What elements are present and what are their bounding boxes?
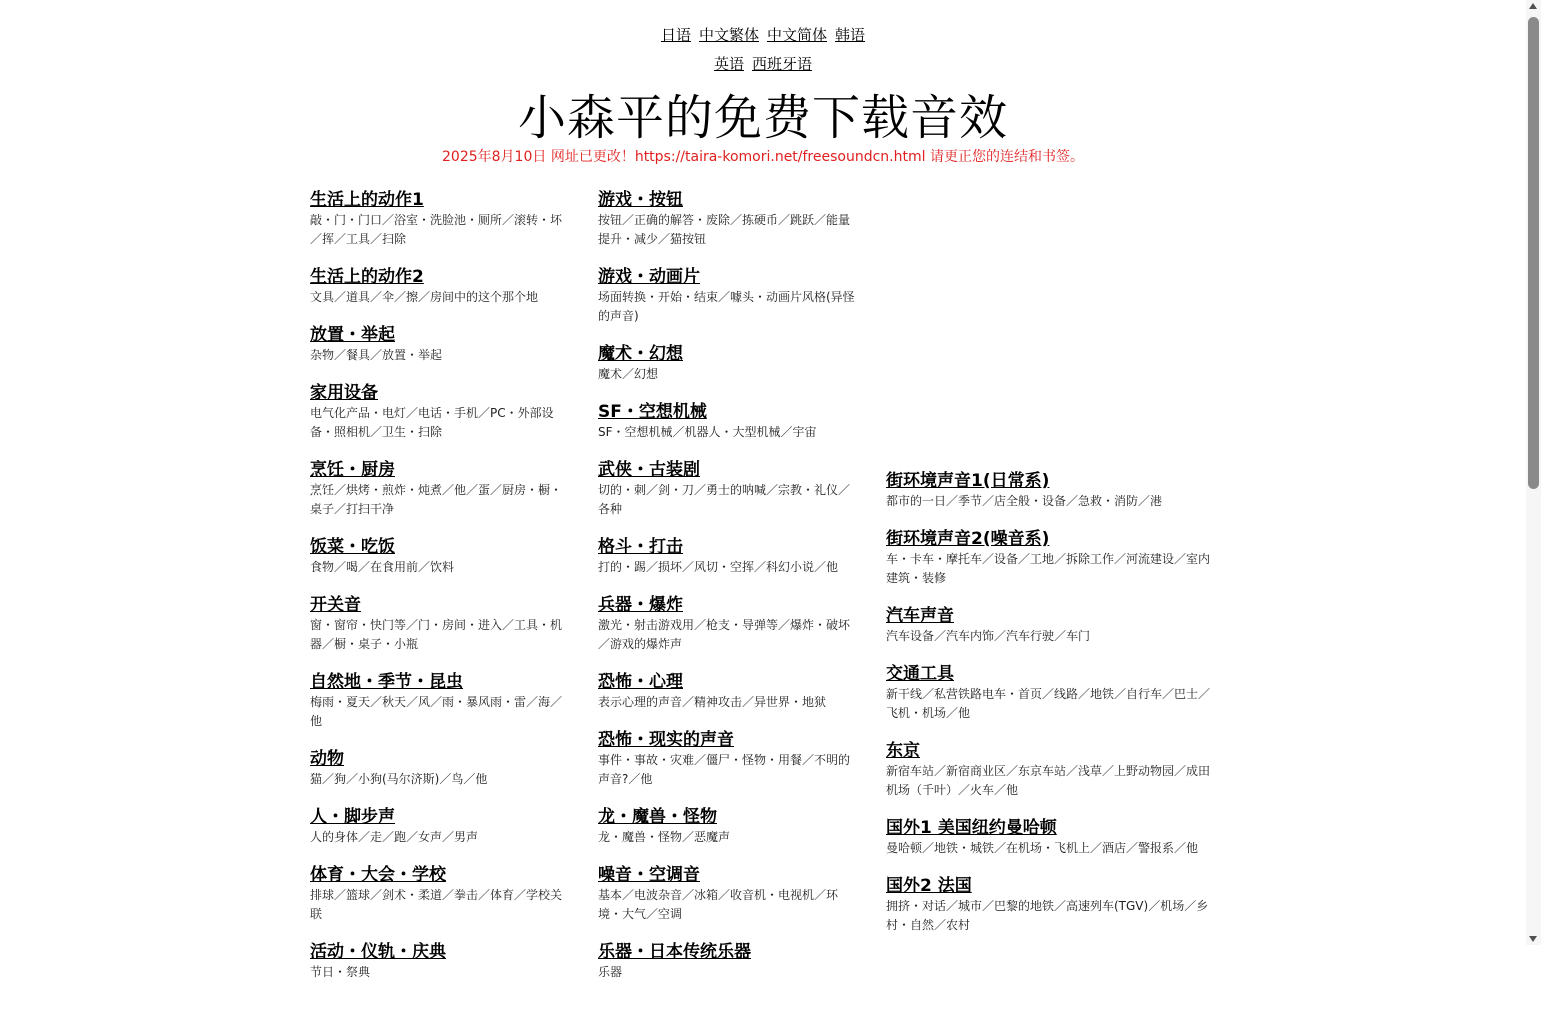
category-item: [598, 671, 856, 710]
category-description: 排球／篮球／剑术・柔道／拳击／体育／学校关联: [310, 888, 563, 921]
category-description: 食物／喝／在食用前／饮料: [310, 560, 455, 574]
category-link[interactable]: 体育・大会・学校: [310, 865, 446, 885]
category-link[interactable]: 活动・仪轨・庆典: [310, 942, 446, 962]
vertical-scrollbar[interactable]: [1526, 0, 1541, 945]
category-item: [310, 671, 568, 729]
scroll-up-arrow-icon[interactable]: [1529, 3, 1537, 9]
category-item: [310, 536, 568, 575]
lang-link-spanish[interactable]: 西班牙语: [752, 55, 813, 73]
category-column-2: [598, 189, 856, 1018]
category-description: 敲・门・门口／浴室・洗脸池・厕所／滚转・坏／挥／工具／扫除: [310, 213, 563, 246]
category-link[interactable]: 游戏・按钮: [598, 190, 683, 210]
category-item: [886, 663, 1216, 721]
category-description: 汽车设备／汽车内饰／汽车行驶／车门: [886, 629, 1091, 643]
category-column-3: [886, 470, 1216, 952]
category-link[interactable]: 街环境声音1(日常系): [886, 471, 1050, 491]
category-link[interactable]: 人・脚步声: [310, 807, 395, 827]
category-description: 激光・射击游戏用／枪支・导弹等／爆炸・破坏／游戏的爆炸声: [598, 618, 851, 651]
category-description: 猫／狗／小狗(马尔济斯)／鸟／他: [310, 772, 488, 786]
category-item: [310, 189, 568, 247]
category-item: [598, 729, 856, 787]
category-description: 窗・窗帘・快门等／门・房间・进入／工具・机器／橱・桌子・小瓶: [310, 618, 563, 651]
lang-link-english[interactable]: 英语: [713, 55, 744, 73]
category-item: [310, 324, 568, 363]
category-link[interactable]: SF・空想机械: [598, 402, 707, 422]
category-link[interactable]: 国外1 美国纽约曼哈顿: [886, 818, 1057, 838]
category-description: 打的・踢／损坏／风切・空挥／科幻小说／他: [598, 560, 839, 574]
category-item: [310, 459, 568, 517]
url-change-notice: 2025年8月10日 网址已更改！https://taira-komori.net/freesoundcn.html 请更正您的连结和书签。: [442, 149, 1084, 165]
category-link[interactable]: 龙・魔兽・怪物: [598, 807, 717, 827]
category-item: [598, 806, 856, 845]
category-item: [598, 459, 856, 517]
category-link[interactable]: 游戏・动画片: [598, 267, 700, 287]
category-description: 杂物／餐具／放置・举起: [310, 348, 443, 362]
category-item: [886, 875, 1216, 933]
category-link[interactable]: 自然地・季节・昆虫: [310, 672, 463, 692]
category-description: 乐器: [598, 965, 623, 979]
category-description: 拥挤・对话／城市／巴黎的地铁／高速列车(TGV)／机场／乡村・自然／农村: [886, 899, 1209, 932]
category-description: 新干线／私营铁路电车・首页／线路／地铁／自行车／巴士／飞机・机场／他: [886, 687, 1211, 720]
language-nav-row-1: [0, 25, 1526, 45]
category-item: [310, 941, 568, 999]
category-item: [598, 864, 856, 922]
category-link[interactable]: 烹饪・厨房: [310, 460, 395, 480]
scroll-down-arrow-icon[interactable]: [1529, 936, 1537, 942]
category-item: [886, 528, 1216, 586]
category-link[interactable]: 动物: [310, 749, 344, 769]
category-description: 都市的一日／季节／店全般・设备／急救・消防／港: [886, 494, 1163, 508]
lang-link-korean[interactable]: 韩语: [835, 26, 866, 44]
category-link[interactable]: 放置・举起: [310, 325, 395, 345]
category-description: 切的・刺／剑・刀／勇士的呐喊／宗教・礼仪／各种: [598, 483, 851, 516]
category-link[interactable]: 交通工具: [886, 664, 954, 684]
category-link[interactable]: 武侠・古装剧: [598, 460, 700, 480]
category-link[interactable]: 兵器・爆炸: [598, 595, 683, 615]
category-description: 电气化产品・电灯／电话・手机／PC・外部设备・照相机／卫生・扫除: [310, 406, 554, 439]
page-title: 小森平的免费下载音效: [517, 90, 1008, 146]
category-description: 车・卡车・摩托车／设备／工地／拆除工作／河流建设／室内建筑・装修: [886, 552, 1211, 585]
category-item: [598, 343, 856, 382]
category-item: [310, 382, 568, 440]
category-description: 表示心理的声音／精神攻击／异世界・地狱: [598, 695, 827, 709]
category-item: [310, 266, 568, 305]
category-description: 事件・事故・灾难／僵尸・怪物・用餐／不明的声音?／他: [598, 753, 851, 786]
category-link[interactable]: 魔术・幻想: [598, 344, 683, 364]
category-description: 节日・祭典: [310, 965, 371, 979]
category-item: [310, 594, 568, 652]
category-link[interactable]: 东京: [886, 741, 920, 761]
category-column-1: [310, 189, 568, 1018]
category-item: [886, 605, 1216, 644]
category-link[interactable]: 汽车声音: [886, 606, 954, 626]
category-description: 龙・魔兽・怪物／恶魔声: [598, 830, 731, 844]
category-description: 人的身体／走／跑／女声／男声: [310, 830, 479, 844]
category-link[interactable]: 格斗・打击: [598, 537, 683, 557]
category-description: 曼哈顿／地铁・城铁／在机场・飞机上／酒店／警报系／他: [886, 841, 1199, 855]
category-link[interactable]: 恐怖・现实的声音: [598, 730, 734, 750]
category-description: 场面转换・开始・结束／噱头・动画片风格(异怪的声音): [598, 290, 855, 323]
category-item: [886, 817, 1216, 856]
category-item: [310, 864, 568, 922]
category-item: [598, 401, 856, 440]
category-item: [310, 748, 568, 787]
category-description: SF・空想机械／机器人・大型机械／宇宙: [598, 425, 817, 439]
category-description: 按钮／正确的解答・废除／拣硬币／跳跃／能量提升・减少／猫按钮: [598, 213, 851, 246]
category-item: [886, 470, 1216, 509]
category-description: 梅雨・夏天／秋天／风／雨・暴风雨・雷／海／他: [310, 695, 563, 728]
scroll-thumb[interactable]: [1528, 17, 1539, 489]
lang-link-japanese[interactable]: 日语: [660, 26, 691, 44]
category-item: [598, 266, 856, 324]
category-link[interactable]: 恐怖・心理: [598, 672, 683, 692]
category-description: 基本／电波杂音／冰箱／收音机・电视机／环境・大气／空调: [598, 888, 839, 921]
category-link[interactable]: 开关音: [310, 595, 361, 615]
language-nav-row-2: [0, 54, 1526, 74]
lang-link-simplified-chinese[interactable]: 中文简体: [767, 26, 828, 44]
category-link[interactable]: 家用设备: [310, 383, 378, 403]
category-item: [598, 941, 856, 999]
category-link[interactable]: 国外2 法国: [886, 876, 972, 896]
category-item: [310, 806, 568, 845]
category-item: [598, 536, 856, 575]
category-link[interactable]: 生活上的动作1: [310, 190, 424, 210]
category-description: 魔术／幻想: [598, 367, 659, 381]
category-description: 烹饪／烘烤・煎炸・炖煮／他／蛋／厨房・橱・桌子／打扫干净: [310, 483, 563, 516]
category-link[interactable]: 街环境声音2(噪音系): [886, 529, 1050, 549]
category-item: [598, 189, 856, 247]
category-description: 文具／道具／伞／擦／房间中的这个那个地: [310, 290, 539, 304]
category-link[interactable]: 饭菜・吃饭: [310, 537, 395, 557]
category-description: 新宿车站／新宿商业区／东京车站／浅草／上野动物园／成田机场（千叶）／火车／他: [886, 764, 1211, 797]
lang-link-traditional-chinese[interactable]: 中文繁体: [698, 26, 759, 44]
category-link[interactable]: 生活上的动作2: [310, 267, 424, 287]
category-item: [598, 594, 856, 652]
category-link[interactable]: 噪音・空调音: [598, 865, 700, 885]
category-link[interactable]: 乐器・日本传统乐器: [598, 942, 751, 962]
category-item: [886, 740, 1216, 798]
